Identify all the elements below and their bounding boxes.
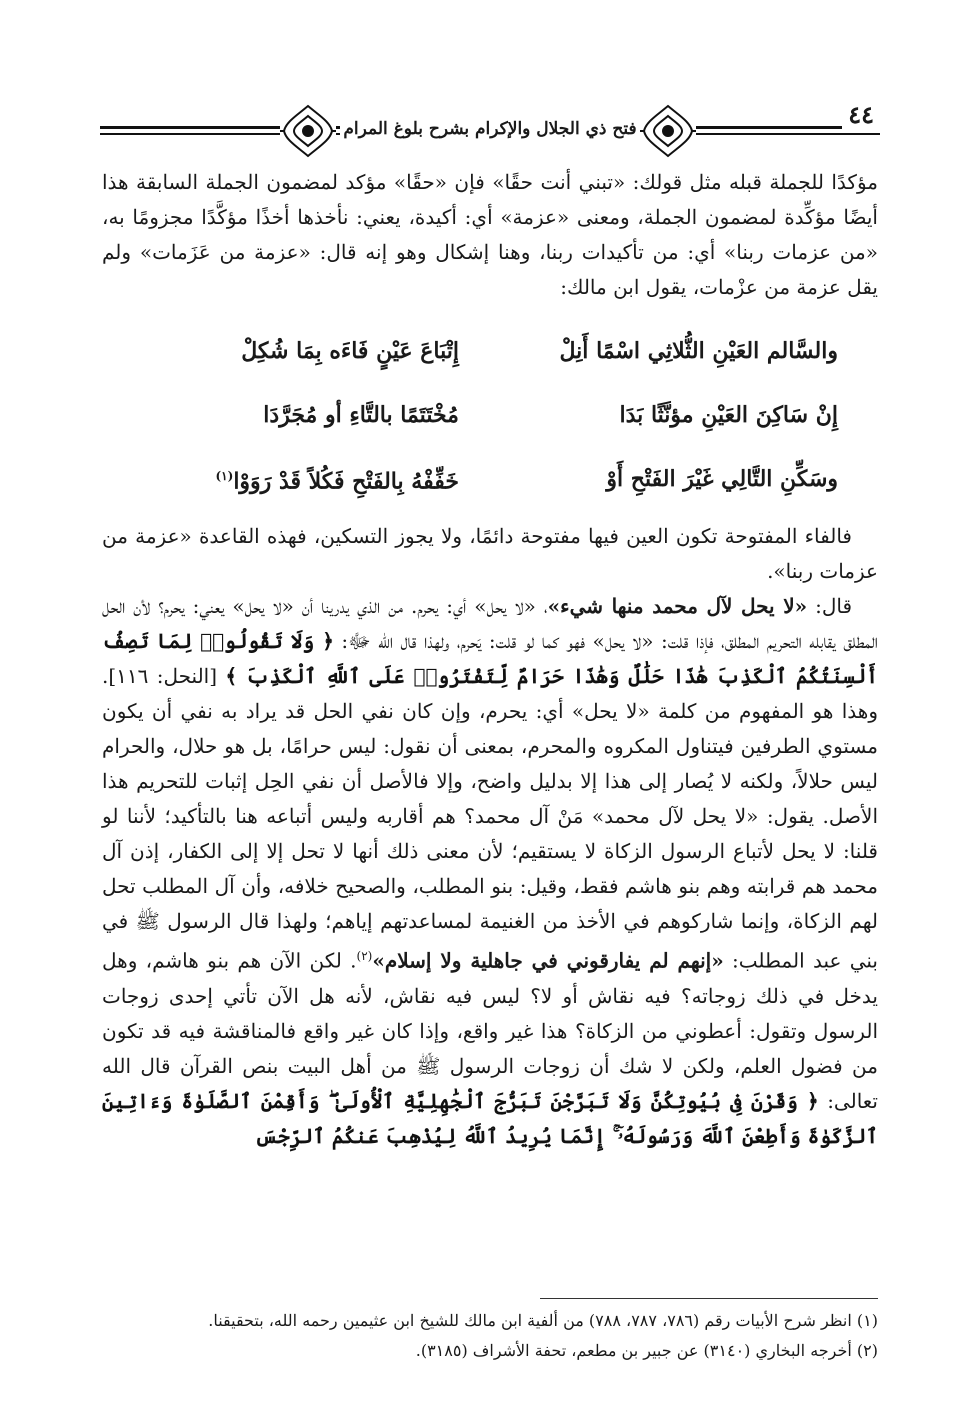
footnote-divider [540, 1298, 878, 1299]
poem-block [102, 319, 878, 511]
quran-verse: ﴿ وَلَا تَقُولُوا۟ لِمَا تَصِفُ أَلْسِنَتُكُمُ ٱلْكَذِبَ هَٰذَا حَلَٰلٌ وَهَٰذَا حَرَامٌ لِّتَفْتَرُوا۟ عَلَى ٱللَّهِ ٱلْكَذِبَ ﴾ [102, 629, 878, 688]
footnote-2: (٢) أخرجه البخاري (٣١٤٠) عن جبير بن مطعم، تحفة الأشراف (٣١٨٥). [415, 1341, 878, 1360]
ornament-right-icon [640, 102, 696, 160]
ornament-left-icon [280, 102, 336, 160]
quran-reference: [النحل: ١١٦] [108, 664, 226, 688]
verse-first-hemistich: والسَّالم العَيْنِ الثُّلاثِي اسْمًا أَنِلْ [559, 337, 838, 364]
verse-first-hemistich: وسَكِّنِ التَّالِي غَيْرَ الفَتْحِ أَوْ [606, 465, 838, 492]
poem-verse [102, 319, 878, 383]
text-run: . لكن الآن هم بنو هاشم، وهل يدخل في ذلك زوجاته؟ فيه نقاش أو لا؟ ليس فيه نقاش، لأنه هل الآن تأتي إحدى زوجات الرسول وتقول: أعطوني من الزكاة؟ هذا غير واقع، وإذا كان غير واقع فالمناقشة فيه قد تكون من فضول العلم، ولكن لا شك أن زوجات الرسول ﷺ من أهل البيت بنص القرآن قال الله تعالى: [102, 948, 878, 1113]
verse-text: خَفِّفْهُ بِالفَتْحِ فَكُلاً قَدْ رَوَوْا [233, 468, 459, 495]
poem-verse [102, 447, 878, 511]
paragraph-3 [102, 589, 878, 1154]
paragraph-2: فالفاء المفتوحة تكون العين فيها مفتوحة دائمًا، ولا يجوز التسكين، فهذه القاعدة «عزمة من عزمات ربنا». [102, 524, 878, 583]
poem-verse [102, 383, 878, 447]
quran-verse: ﴿ وَقَرْنَ فِى بُيُوتِكُنَّ وَلَا تَبَرَّجْنَ تَبَرُّجَ ٱلْجَٰهِلِيَّةِ ٱلْأُولَىٰ ۖ وَأَقِمْنَ ٱلصَّلَوٰةَ وَءَاتِينَ ٱلزَّكَوٰةَ وَأَطِعْنَ ٱللَّهَ وَرَسُولَهُۥٓ ۚ إِنَّمَا يُرِيدُ ٱللَّهُ لِيُذْهِبَ عَنكُمُ ٱلرِّجْسَ [102, 1088, 878, 1148]
page-body [102, 165, 878, 1154]
verse-second-hemistich: مُخْتَتَمًا بالتَّاءِ أو مُجَرَّدَا [263, 401, 459, 428]
footnotes [102, 1306, 878, 1366]
page-header [100, 98, 880, 168]
paragraph-1: مؤكدًا للجملة قبله مثل قولك: «تبني أنت حقًا» فإن «حقًا» مؤكد لمضمون الجملة السابقة هذا أيضًا مؤكِّدة لمضمون الجملة، ومعنى «عزمة» أي: أكيدة، يعني: نأخذها أخذًا مؤكَّدًا مجزومًا به، «من عزمات ربنا» أي: من تأكيدات ربنا، وهنا إشكال وهو إنه قال: «عزمة من عَزَمات» ولم يقل عزمة من عزْمات، يقول ابن مالك: [102, 170, 878, 299]
running-title: فتح ذي الجلال والإكرام بشرح بلوغ المرام [340, 116, 640, 142]
footnote-marker-1: (١) [215, 468, 234, 483]
verse-second-hemistich [102, 459, 459, 499]
footnote-marker-2: (٢) [356, 949, 373, 963]
verse-first-hemistich: إِنْ سَاكِنَ العَيْنِ مؤنَّثًا بَدَا [619, 401, 838, 428]
hadith-quote: «إنهم لم يفارقوني في جاهلية ولا إسلام» [372, 948, 724, 973]
verse-second-hemistich: إِتْبَاعَ عَيْنٍ فَاءَه بِمَا شُكِلْ [241, 337, 459, 364]
page-number: ٤٤ [842, 100, 880, 129]
footnote-1: (١) انظر شرح الأبيات رقم (٧٨٦، ٧٨٧، ٧٨٨) من ألفية ابن مالك للشيخ ابن عثيمين رحمه الله، بتحقيقنا. [208, 1311, 878, 1330]
text-run: ، «لا يحل» أي: يحرم. من الذي يدرينا أن «لا يحل» يعني: يحرم؟ لأن الحل المطلق يقابله التحريم المطلق، فإذا قلت: «لا يحل» فهو كما لو قلت: يَحرم، ولهذا قال الله ﷻ: [102, 594, 879, 653]
text-run: قال: [807, 594, 853, 618]
text-run: . وهذا هو المفهوم من كلمة «لا يحل» أي: يحرم، وإن كان نفي الحل قد يراد به نفي أن يكون مستوي الطرفين فيتناول المكروه والمحرم، بمعنى أن نقول: ليس حرامًا، بل هو حلال، والحرام ليس حلالاً، ولكنه لا يُصار إلى هذا إلا بدليل واضح، وإلا فالأصل أن نفي الحِل إثبات للتحريم هذا الأصل. يقول: «لا يحل لآل محمد» مَنْ آل محمد؟ هم أقاربه وليس أتباعه هنا بالتأكيد؛ لأننا لو قلنا: لا يحل لأتباع الرسول الزكاة لا يستقيم؛ لأن معنى ذلك أنها لا تحل إلا إلى الكفار، إذن آل محمد هم قرابته وهم بنو هاشم فقط، وقيل: بنو المطلب، والصحيح خلافه، وأن آل المطلب تحل لهم الزكاة، وإنما شاركوهم في الأخذ من الغنيمة لمساعدتهم إياهم؛ ولهذا قال الرسول ﷺ في بني عبد المطلب: [102, 664, 879, 973]
hadith-quote: «لا يحل لآل محمد منها شيء» [547, 594, 808, 618]
